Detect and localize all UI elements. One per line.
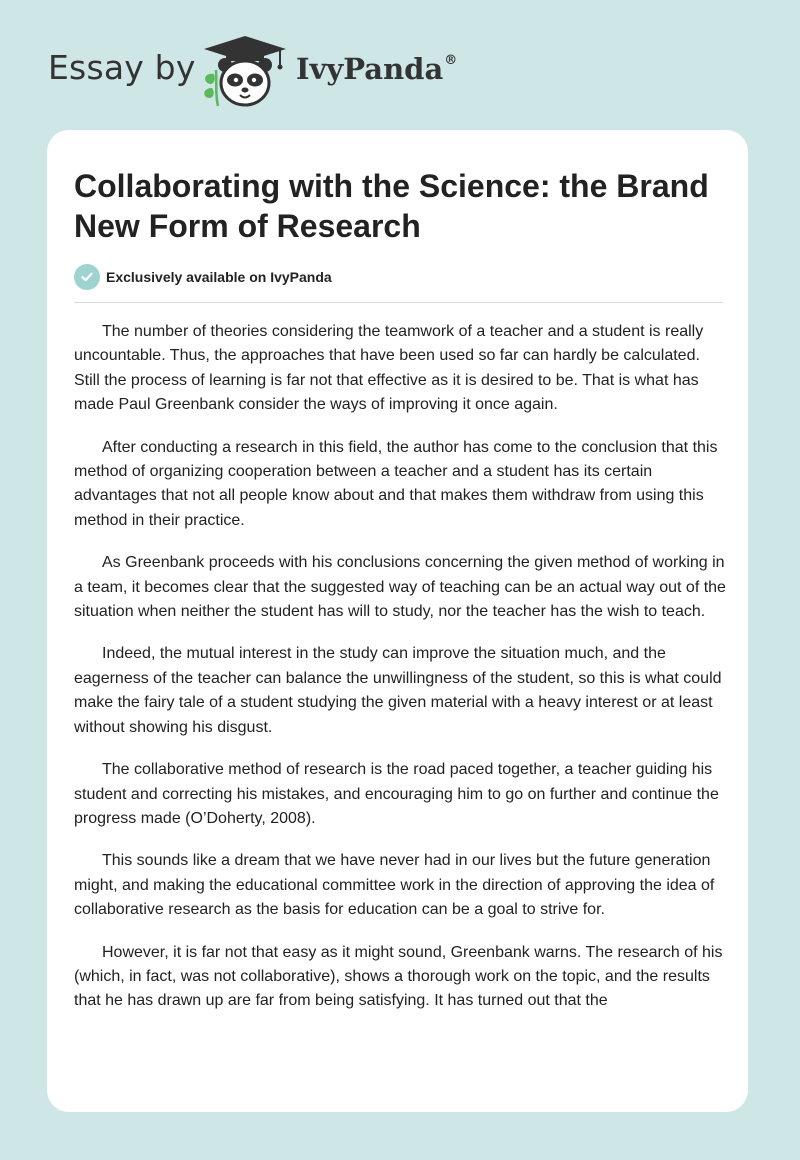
essay-body: [74, 320, 728, 1032]
essay-title: Collaborating with the Science: the Brand New Form of Research: [74, 168, 709, 244]
panda-graduate-logo-icon: [200, 34, 290, 110]
exclusive-badge: [74, 264, 332, 290]
brand-name[interactable]: IvyPanda®: [296, 52, 458, 86]
brand-prefix: Essay by: [48, 48, 196, 87]
check-circle-icon: [74, 264, 100, 290]
site-header: [0, 0, 800, 130]
essay-paragraph: The number of theories considering the teamwork of a teacher and a student is really uncountable. Thus, the approaches that have been used so far can hardly be calculated. Still the process of learning is far not that effective as it is desired to be. That is what has made Paul Greenbank consider the ways of improving it once again.: [74, 323, 704, 414]
essay-paragraph: This sounds like a dream that we have never had in our lives but the future generation might, and making the educational committee work in the direction of approving the idea of collaborative research as the basis for education can be a goal to strive for.: [74, 852, 715, 919]
essay-paragraph: The collaborative method of research is the road paced together, a teacher guiding his student and correcting his mistakes, and encouraging him to go on further and continue the progress made (O’Doherty, 2008).: [74, 761, 719, 827]
essay-paragraph: After conducting a research in this field, the author has come to the conclusion that this method of organizing cooperation between a teacher and a student has its certain advantages that not all people know about and that makes them withdraw from using this method in their practice.: [74, 438, 718, 529]
registered-mark: ®: [444, 53, 458, 69]
badge-text: Exclusively available on IvyPanda: [106, 269, 332, 285]
essay-paragraph: However, it is far not that easy as it might sound, Greenbank warns. The research of his (which, in fact, was not collaborative), shows a thorough work on the topic, and the results that he has drawn up are far from being satisfying. It has turned out that the: [74, 943, 723, 1010]
title-divider: [74, 302, 723, 303]
essay-card: [47, 130, 748, 1112]
essay-paragraph: As Greenbank proceeds with his conclusions concerning the given method of working in a team, it becomes clear that the suggested way of teaching can be an actual way out of the situation when neither the student has will to study, nor the teacher has the wish to teach.: [74, 554, 726, 621]
essay-paragraph: Indeed, the mutual interest in the study can improve the situation much, and the eagerness of the teacher can balance the unwillingness of the student, so this is what could make the fairy tale of a student studying the given material with a heavy interest or at least without showing his disgust.: [74, 645, 722, 736]
